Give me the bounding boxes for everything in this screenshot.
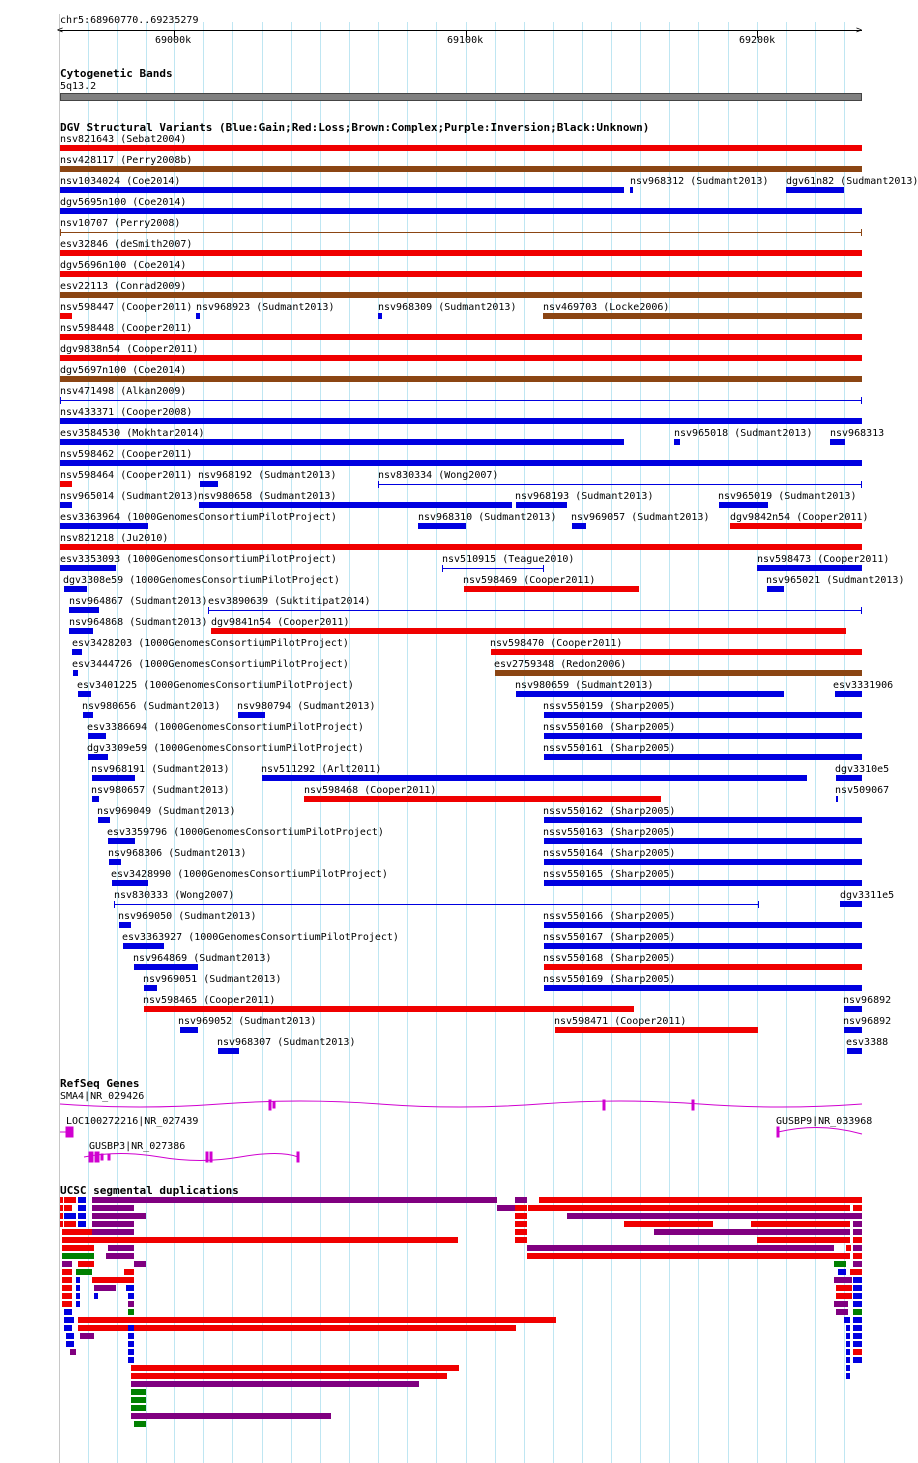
dgv-variant-label[interactable]: nssv550164 (Sharp2005) bbox=[543, 848, 676, 859]
dgv-variant-label[interactable]: dgv5696n100 (Coe2014) bbox=[60, 260, 187, 271]
dgv-variant-label[interactable]: esv3444726 (1000GenomesConsortiumPilotProject) bbox=[72, 659, 349, 670]
segdup-block[interactable] bbox=[515, 1213, 527, 1219]
segdup-block[interactable] bbox=[60, 1197, 63, 1203]
dgv-variant-label[interactable]: nssv550160 (Sharp2005) bbox=[543, 722, 676, 733]
segdup-block[interactable] bbox=[853, 1237, 862, 1243]
segdup-block[interactable] bbox=[62, 1293, 72, 1299]
segdup-block[interactable] bbox=[78, 1261, 94, 1267]
segdup-block[interactable] bbox=[92, 1213, 146, 1219]
segdup-block[interactable] bbox=[64, 1317, 74, 1323]
segdup-block[interactable] bbox=[515, 1197, 527, 1203]
segdup-block[interactable] bbox=[853, 1229, 862, 1235]
segdup-block[interactable] bbox=[92, 1229, 134, 1235]
segdup-block[interactable] bbox=[838, 1269, 846, 1275]
segdup-block[interactable] bbox=[846, 1357, 850, 1363]
segdup-block[interactable] bbox=[128, 1349, 134, 1355]
cytoband-label: 5q13.2 bbox=[60, 81, 97, 92]
segdup-block[interactable] bbox=[836, 1285, 852, 1291]
segdup-block[interactable] bbox=[853, 1301, 862, 1307]
segdup-block[interactable] bbox=[497, 1205, 515, 1211]
segdup-block[interactable] bbox=[853, 1277, 862, 1283]
dgv-variant-label[interactable]: nsv968191 (Sudmant2013) bbox=[91, 764, 230, 775]
segdup-block[interactable] bbox=[128, 1309, 134, 1315]
segdup-block[interactable] bbox=[62, 1253, 94, 1259]
gene-label-sma4[interactable]: SMA4|NR_029426 bbox=[60, 1091, 145, 1102]
segdup-block[interactable] bbox=[853, 1221, 862, 1227]
segdup-block[interactable] bbox=[92, 1205, 134, 1211]
segdup-block[interactable] bbox=[853, 1253, 862, 1259]
segdup-block[interactable] bbox=[846, 1365, 850, 1371]
gene-label-gusbp9[interactable]: GUSBP9|NR_033968 bbox=[776, 1116, 873, 1127]
gene-model-gusbp9 bbox=[778, 1127, 862, 1134]
dgv-variant-label[interactable]: esv3428203 (1000GenomesConsortiumPilotProject) bbox=[72, 638, 349, 649]
dgv-variant-label[interactable]: nsv1034024 (Coe2014) bbox=[60, 176, 181, 187]
segdup-block[interactable] bbox=[834, 1301, 848, 1307]
segdup-block[interactable] bbox=[80, 1333, 94, 1339]
dgv-variant-label[interactable]: nsv964868 (Sudmant2013) bbox=[69, 617, 208, 628]
dgv-variant-label[interactable]: nsv821643 (Sebat2004) bbox=[60, 134, 187, 145]
segdup-block[interactable] bbox=[853, 1349, 862, 1355]
dgv-variant-label[interactable]: esv2759348 (Redon2006) bbox=[494, 659, 627, 670]
segdup-block[interactable] bbox=[846, 1349, 850, 1355]
dgv-variant-label[interactable]: nsv471498 (Alkan2009) bbox=[60, 386, 187, 397]
segdup-block[interactable] bbox=[128, 1293, 134, 1299]
segdup-block[interactable] bbox=[539, 1197, 862, 1203]
dgv-variant-label[interactable]: nsv428117 (Perry2008b) bbox=[60, 155, 193, 166]
segdup-block[interactable] bbox=[131, 1381, 419, 1387]
dgv-variant-label[interactable]: nsv964869 (Sudmant2013) bbox=[133, 953, 272, 964]
dgv-variant-label[interactable]: nsv821218 (Ju2010) bbox=[60, 533, 169, 544]
gene-model-sma4 bbox=[60, 1101, 862, 1107]
segdup-block[interactable] bbox=[527, 1245, 834, 1251]
segdup-block[interactable] bbox=[515, 1221, 527, 1227]
segdup-block[interactable] bbox=[853, 1245, 862, 1251]
dgv-variant-label[interactable]: esv22113 (Conrad2009) bbox=[60, 281, 187, 292]
segdup-block[interactable] bbox=[834, 1277, 852, 1283]
dgv-variant-label[interactable]: esv3331906 bbox=[833, 680, 894, 691]
dgv-variant-label[interactable]: nsv598462 (Cooper2011) bbox=[60, 449, 193, 460]
dgv-variant-label[interactable]: nsv969057 (Sudmant2013) bbox=[571, 512, 710, 523]
segdup-block[interactable] bbox=[60, 1205, 63, 1211]
dgv-variant-label[interactable]: nsv965019 (Sudmant2013) bbox=[718, 491, 857, 502]
dgv-variant-label[interactable]: esv32846 (deSmith2007) bbox=[60, 239, 193, 250]
dgv-variant-label[interactable]: esv3401225 (1000GenomesConsortiumPilotProject) bbox=[77, 680, 354, 691]
segdup-block[interactable] bbox=[515, 1229, 527, 1235]
gene-exon bbox=[66, 1127, 73, 1137]
dgv-variant-label[interactable]: nsv433371 (Cooper2008) bbox=[60, 407, 193, 418]
dgv-variant-label[interactable]: nsv965018 (Sudmant2013) bbox=[674, 428, 813, 439]
segdup-track-title[interactable]: UCSC segmental duplications bbox=[60, 1184, 239, 1197]
position-label: chr5:68960770..69235279 bbox=[60, 15, 199, 26]
dgv-variant-label[interactable]: nsv598447 (Cooper2011) bbox=[60, 302, 193, 313]
dgv-variant-label[interactable]: nsv830334 (Wong2007) bbox=[378, 470, 499, 481]
dgv-variant-label[interactable]: esv3428990 (1000GenomesConsortiumPilotProject) bbox=[111, 869, 388, 880]
segdup-block[interactable] bbox=[94, 1293, 98, 1299]
dgv-variant-label[interactable]: nsv968312 (Sudmant2013) bbox=[630, 176, 769, 187]
dgv-variant-label[interactable]: nsv968192 (Sudmant2013) bbox=[198, 470, 337, 481]
dgv-variant-label[interactable]: nsv598448 (Cooper2011) bbox=[60, 323, 193, 334]
segdup-block[interactable] bbox=[94, 1285, 116, 1291]
segdup-block[interactable] bbox=[624, 1221, 713, 1227]
dgv-variant-label[interactable]: nssv550161 (Sharp2005) bbox=[543, 743, 676, 754]
dgv-variant-label[interactable]: nsv96892 bbox=[843, 995, 892, 1006]
dgv-variant-label[interactable]: nsv598473 (Cooper2011) bbox=[757, 554, 890, 565]
segdup-block[interactable] bbox=[836, 1293, 852, 1299]
gene-exon bbox=[206, 1152, 208, 1162]
scale-tick-label: 69200k bbox=[739, 35, 776, 46]
segdup-block[interactable] bbox=[66, 1333, 74, 1339]
segdup-block[interactable] bbox=[76, 1285, 80, 1291]
dgv-variant-label[interactable]: nsv980657 (Sudmant2013) bbox=[91, 785, 230, 796]
segdup-block[interactable] bbox=[64, 1221, 76, 1227]
scale-tick-label: 69100k bbox=[447, 35, 484, 46]
dgv-variant-label[interactable]: dgv3308e59 (1000GenomesConsortiumPilotProject) bbox=[63, 575, 340, 586]
segdup-block[interactable] bbox=[853, 1261, 862, 1267]
dgv-variant-label[interactable]: esv3353093 (1000GenomesConsortiumPilotProject) bbox=[60, 554, 337, 565]
gene-exon bbox=[777, 1127, 779, 1137]
segdup-block[interactable] bbox=[106, 1253, 134, 1259]
segdup-block[interactable] bbox=[853, 1325, 862, 1331]
segdup-block[interactable] bbox=[131, 1413, 331, 1419]
segdup-block[interactable] bbox=[64, 1309, 72, 1315]
dgv-variant-label[interactable]: nsv980656 (Sudmant2013) bbox=[82, 701, 221, 712]
dgv-variant-label[interactable]: nsv969052 (Sudmant2013) bbox=[178, 1016, 317, 1027]
segdup-block[interactable] bbox=[131, 1405, 146, 1411]
segdup-block[interactable] bbox=[567, 1213, 862, 1219]
segdup-block[interactable] bbox=[528, 1205, 850, 1211]
segdup-block[interactable] bbox=[92, 1277, 134, 1283]
segdup-block[interactable] bbox=[846, 1373, 850, 1379]
dgv-variant-label[interactable]: esv3363964 (1000GenomesConsortiumPilotProject) bbox=[60, 512, 337, 523]
gene-exon bbox=[273, 1102, 275, 1108]
segdup-block[interactable] bbox=[66, 1341, 74, 1347]
dgv-variant-label[interactable]: esv3359796 (1000GenomesConsortiumPilotProject) bbox=[107, 827, 384, 838]
segdup-block[interactable] bbox=[124, 1269, 134, 1275]
dgv-variant-label[interactable]: nsv968309 (Sudmant2013) bbox=[378, 302, 517, 313]
segdup-block[interactable] bbox=[527, 1253, 850, 1259]
segdup-block[interactable] bbox=[515, 1205, 527, 1211]
gene-exon bbox=[297, 1152, 299, 1162]
segdup-block[interactable] bbox=[92, 1197, 497, 1203]
gene-label-loc100272216[interactable]: LOC100272216|NR_027439 bbox=[66, 1116, 199, 1127]
scale-left-arrow: < bbox=[57, 25, 64, 36]
dgv-variant-label[interactable]: nsv969049 (Sudmant2013) bbox=[97, 806, 236, 817]
dgv-variant-label[interactable]: nsv969051 (Sudmant2013) bbox=[143, 974, 282, 985]
segdup-block[interactable] bbox=[108, 1245, 134, 1251]
dgv-variant-label[interactable]: nsv830333 (Wong2007) bbox=[114, 890, 235, 901]
dgv-variant-label[interactable]: dgv9838n54 (Cooper2011) bbox=[60, 344, 199, 355]
segdup-block[interactable] bbox=[846, 1333, 850, 1339]
segdup-block[interactable] bbox=[78, 1317, 556, 1323]
segdup-block[interactable] bbox=[131, 1373, 447, 1379]
dgv-variant-label[interactable]: dgv3310e5 bbox=[835, 764, 890, 775]
dgv-variant-label[interactable]: nssv550163 (Sharp2005) bbox=[543, 827, 676, 838]
segdup-block[interactable] bbox=[62, 1277, 72, 1283]
dgv-variant-label[interactable]: nssv550168 (Sharp2005) bbox=[543, 953, 676, 964]
dgv-variant-label[interactable]: dgv9842n54 (Cooper2011) bbox=[730, 512, 869, 523]
segdup-block[interactable] bbox=[76, 1301, 80, 1307]
dgv-variant-label[interactable]: nssv550169 (Sharp2005) bbox=[543, 974, 676, 985]
dgv-variant-label[interactable]: nsv469703 (Locke2006) bbox=[543, 302, 670, 313]
segdup-block[interactable] bbox=[751, 1221, 850, 1227]
cytoband-track-title[interactable]: Cytogenetic Bands bbox=[60, 67, 173, 80]
dgv-variant-label[interactable]: nssv550159 (Sharp2005) bbox=[543, 701, 676, 712]
dgv-variant-label[interactable]: esv3890639 (Suktitipat2014) bbox=[208, 596, 371, 607]
scale-tick-label: 69000k bbox=[155, 35, 192, 46]
gene-exon bbox=[89, 1152, 93, 1162]
segdup-block[interactable] bbox=[76, 1277, 80, 1283]
segdup-block[interactable] bbox=[60, 1221, 63, 1227]
refseq-track-title[interactable]: RefSeq Genes bbox=[60, 1077, 140, 1090]
dgv-variant-label[interactable]: dgv61n82 (Sudmant2013) bbox=[786, 176, 918, 187]
segdup-block[interactable] bbox=[836, 1309, 848, 1315]
dgv-variant-label[interactable]: esv3388 bbox=[846, 1037, 889, 1048]
segdup-block[interactable] bbox=[853, 1205, 862, 1211]
dgv-variant-label[interactable]: nsv968923 (Sudmant2013) bbox=[196, 302, 335, 313]
segdup-block[interactable] bbox=[853, 1357, 862, 1363]
dgv-variant-label[interactable]: nsv598470 (Cooper2011) bbox=[490, 638, 623, 649]
gene-model-gusbp3 bbox=[84, 1154, 298, 1161]
segdup-block[interactable] bbox=[844, 1317, 850, 1323]
segdup-block[interactable] bbox=[846, 1245, 851, 1251]
segdup-block[interactable] bbox=[853, 1285, 862, 1291]
dgv-track-title[interactable]: DGV Structural Variants (Blue:Gain;Red:Loss;Brown:Complex;Purple:Inversion;Black:Unknown) bbox=[60, 121, 650, 134]
dgv-variant-label[interactable]: nsv598471 (Cooper2011) bbox=[554, 1016, 687, 1027]
segdup-block[interactable] bbox=[128, 1301, 134, 1307]
segdup-block[interactable] bbox=[64, 1197, 76, 1203]
dgv-variant-label[interactable]: nsv980659 (Sudmant2013) bbox=[515, 680, 654, 691]
gene-label-gusbp3[interactable]: GUSBP3|NR_027386 bbox=[89, 1141, 186, 1152]
segdup-block[interactable] bbox=[846, 1341, 850, 1347]
dgv-variant-label[interactable]: nsv969050 (Sudmant2013) bbox=[118, 911, 257, 922]
segdup-block[interactable] bbox=[62, 1285, 72, 1291]
segdup-block[interactable] bbox=[64, 1325, 72, 1331]
segdup-block[interactable] bbox=[70, 1349, 76, 1355]
segdup-block[interactable] bbox=[515, 1237, 527, 1243]
segdup-block[interactable] bbox=[62, 1261, 72, 1267]
gene-exon bbox=[95, 1152, 99, 1162]
dgv-variant-label[interactable]: nsv964867 (Sudmant2013) bbox=[69, 596, 208, 607]
dgv-variant-label[interactable]: nsv510915 (Teague2010) bbox=[442, 554, 575, 565]
segdup-block[interactable] bbox=[128, 1325, 134, 1331]
segdup-block[interactable] bbox=[76, 1293, 80, 1299]
segdup-block[interactable] bbox=[850, 1269, 862, 1275]
segdup-block[interactable] bbox=[78, 1197, 86, 1203]
segdup-block[interactable] bbox=[131, 1365, 459, 1371]
dgv-variant-label[interactable]: nsv965014 (Sudmant2013) bbox=[60, 491, 199, 502]
dgv-variant-label[interactable]: nsv598465 (Cooper2011) bbox=[143, 995, 276, 1006]
segdup-block[interactable] bbox=[78, 1205, 86, 1211]
segdup-block[interactable] bbox=[126, 1285, 134, 1291]
dgv-variant-label[interactable]: nssv550167 (Sharp2005) bbox=[543, 932, 676, 943]
dgv-variant-label[interactable]: nsv96892 bbox=[843, 1016, 892, 1027]
segdup-block[interactable] bbox=[128, 1357, 134, 1363]
gene-exon bbox=[269, 1100, 271, 1110]
segdup-block[interactable] bbox=[128, 1341, 134, 1347]
segdup-block[interactable] bbox=[60, 1213, 63, 1219]
dgv-variant-label[interactable]: nsv968310 (Sudmant2013) bbox=[418, 512, 557, 523]
segdup-block[interactable] bbox=[853, 1293, 862, 1299]
segdup-block[interactable] bbox=[131, 1389, 146, 1395]
segdup-block[interactable] bbox=[853, 1309, 862, 1315]
dgv-variant-label[interactable]: nsv980794 (Sudmant2013) bbox=[237, 701, 376, 712]
segdup-block[interactable] bbox=[134, 1261, 146, 1267]
dgv-variant-label[interactable]: nsv968306 (Sudmant2013) bbox=[108, 848, 247, 859]
segdup-block[interactable] bbox=[846, 1325, 850, 1331]
dgv-variant-label[interactable]: esv3386694 (1000GenomesConsortiumPilotProject) bbox=[87, 722, 364, 733]
dgv-variant-label[interactable]: nsv968307 (Sudmant2013) bbox=[217, 1037, 356, 1048]
segdup-block[interactable] bbox=[853, 1317, 862, 1323]
dgv-variant-label[interactable]: nsv598464 (Cooper2011) bbox=[60, 470, 193, 481]
dgv-variant-label[interactable]: esv3584530 (Mokhtar2014) bbox=[60, 428, 205, 439]
gene-exon bbox=[101, 1154, 103, 1160]
segdup-block[interactable] bbox=[78, 1221, 86, 1227]
segdup-block[interactable] bbox=[757, 1237, 850, 1243]
dgv-variant-label[interactable]: nsv509067 bbox=[835, 785, 890, 796]
dgv-variant-label[interactable]: dgv5697n100 (Coe2014) bbox=[60, 365, 187, 376]
dgv-variant-label[interactable]: nssv550162 (Sharp2005) bbox=[543, 806, 676, 817]
dgv-variant-label[interactable]: nsv968313 bbox=[830, 428, 885, 439]
dgv-variant-label[interactable]: nssv550165 (Sharp2005) bbox=[543, 869, 676, 880]
dgv-variant-label[interactable]: dgv3311e5 bbox=[840, 890, 895, 901]
segdup-block[interactable] bbox=[853, 1333, 862, 1339]
segdup-block[interactable] bbox=[78, 1213, 86, 1219]
segdup-block[interactable] bbox=[853, 1341, 862, 1347]
segdup-block[interactable] bbox=[62, 1269, 72, 1275]
segdup-block[interactable] bbox=[62, 1301, 72, 1307]
dgv-variant-label[interactable]: nsv965021 (Sudmant2013) bbox=[766, 575, 905, 586]
gene-exon bbox=[692, 1100, 694, 1110]
segdup-block[interactable] bbox=[76, 1269, 92, 1275]
dgv-variant-label[interactable]: nsv598469 (Cooper2011) bbox=[463, 575, 596, 586]
dgv-variant-label[interactable]: nssv550166 (Sharp2005) bbox=[543, 911, 676, 922]
scale-right-arrow: > bbox=[856, 25, 863, 36]
gene-exon bbox=[603, 1100, 605, 1110]
gene-exon bbox=[210, 1152, 212, 1162]
dgv-variant-label[interactable]: nsv598468 (Cooper2011) bbox=[304, 785, 437, 796]
gene-exon bbox=[108, 1154, 110, 1160]
dgv-variant-label[interactable]: nsv511292 (Arlt2011) bbox=[261, 764, 382, 775]
segdup-block[interactable] bbox=[78, 1325, 516, 1331]
dgv-variant-label[interactable]: nsv980658 (Sudmant2013) bbox=[198, 491, 337, 502]
dgv-variant-label[interactable]: dgv9841n54 (Cooper2011) bbox=[211, 617, 350, 628]
segdup-block[interactable] bbox=[128, 1333, 134, 1339]
segdup-block[interactable] bbox=[62, 1245, 94, 1251]
dgv-variant-label[interactable]: nsv968193 (Sudmant2013) bbox=[515, 491, 654, 502]
segdup-block[interactable] bbox=[92, 1221, 134, 1227]
segdup-block[interactable] bbox=[64, 1205, 72, 1211]
segdup-block[interactable] bbox=[131, 1397, 146, 1403]
dgv-variant-label[interactable]: nsv10707 (Perry2008) bbox=[60, 218, 181, 229]
segdup-block[interactable] bbox=[62, 1229, 92, 1235]
segdup-block[interactable] bbox=[654, 1229, 850, 1235]
segdup-block[interactable] bbox=[64, 1213, 76, 1219]
segdup-block[interactable] bbox=[834, 1261, 846, 1267]
dgv-variant-label[interactable]: dgv5695n100 (Coe2014) bbox=[60, 197, 187, 208]
dgv-variant-label[interactable]: esv3363927 (1000GenomesConsortiumPilotProject) bbox=[122, 932, 399, 943]
segdup-block[interactable] bbox=[62, 1237, 458, 1243]
dgv-variant-label[interactable]: dgv3309e59 (1000GenomesConsortiumPilotProject) bbox=[87, 743, 364, 754]
segdup-block[interactable] bbox=[134, 1421, 146, 1427]
